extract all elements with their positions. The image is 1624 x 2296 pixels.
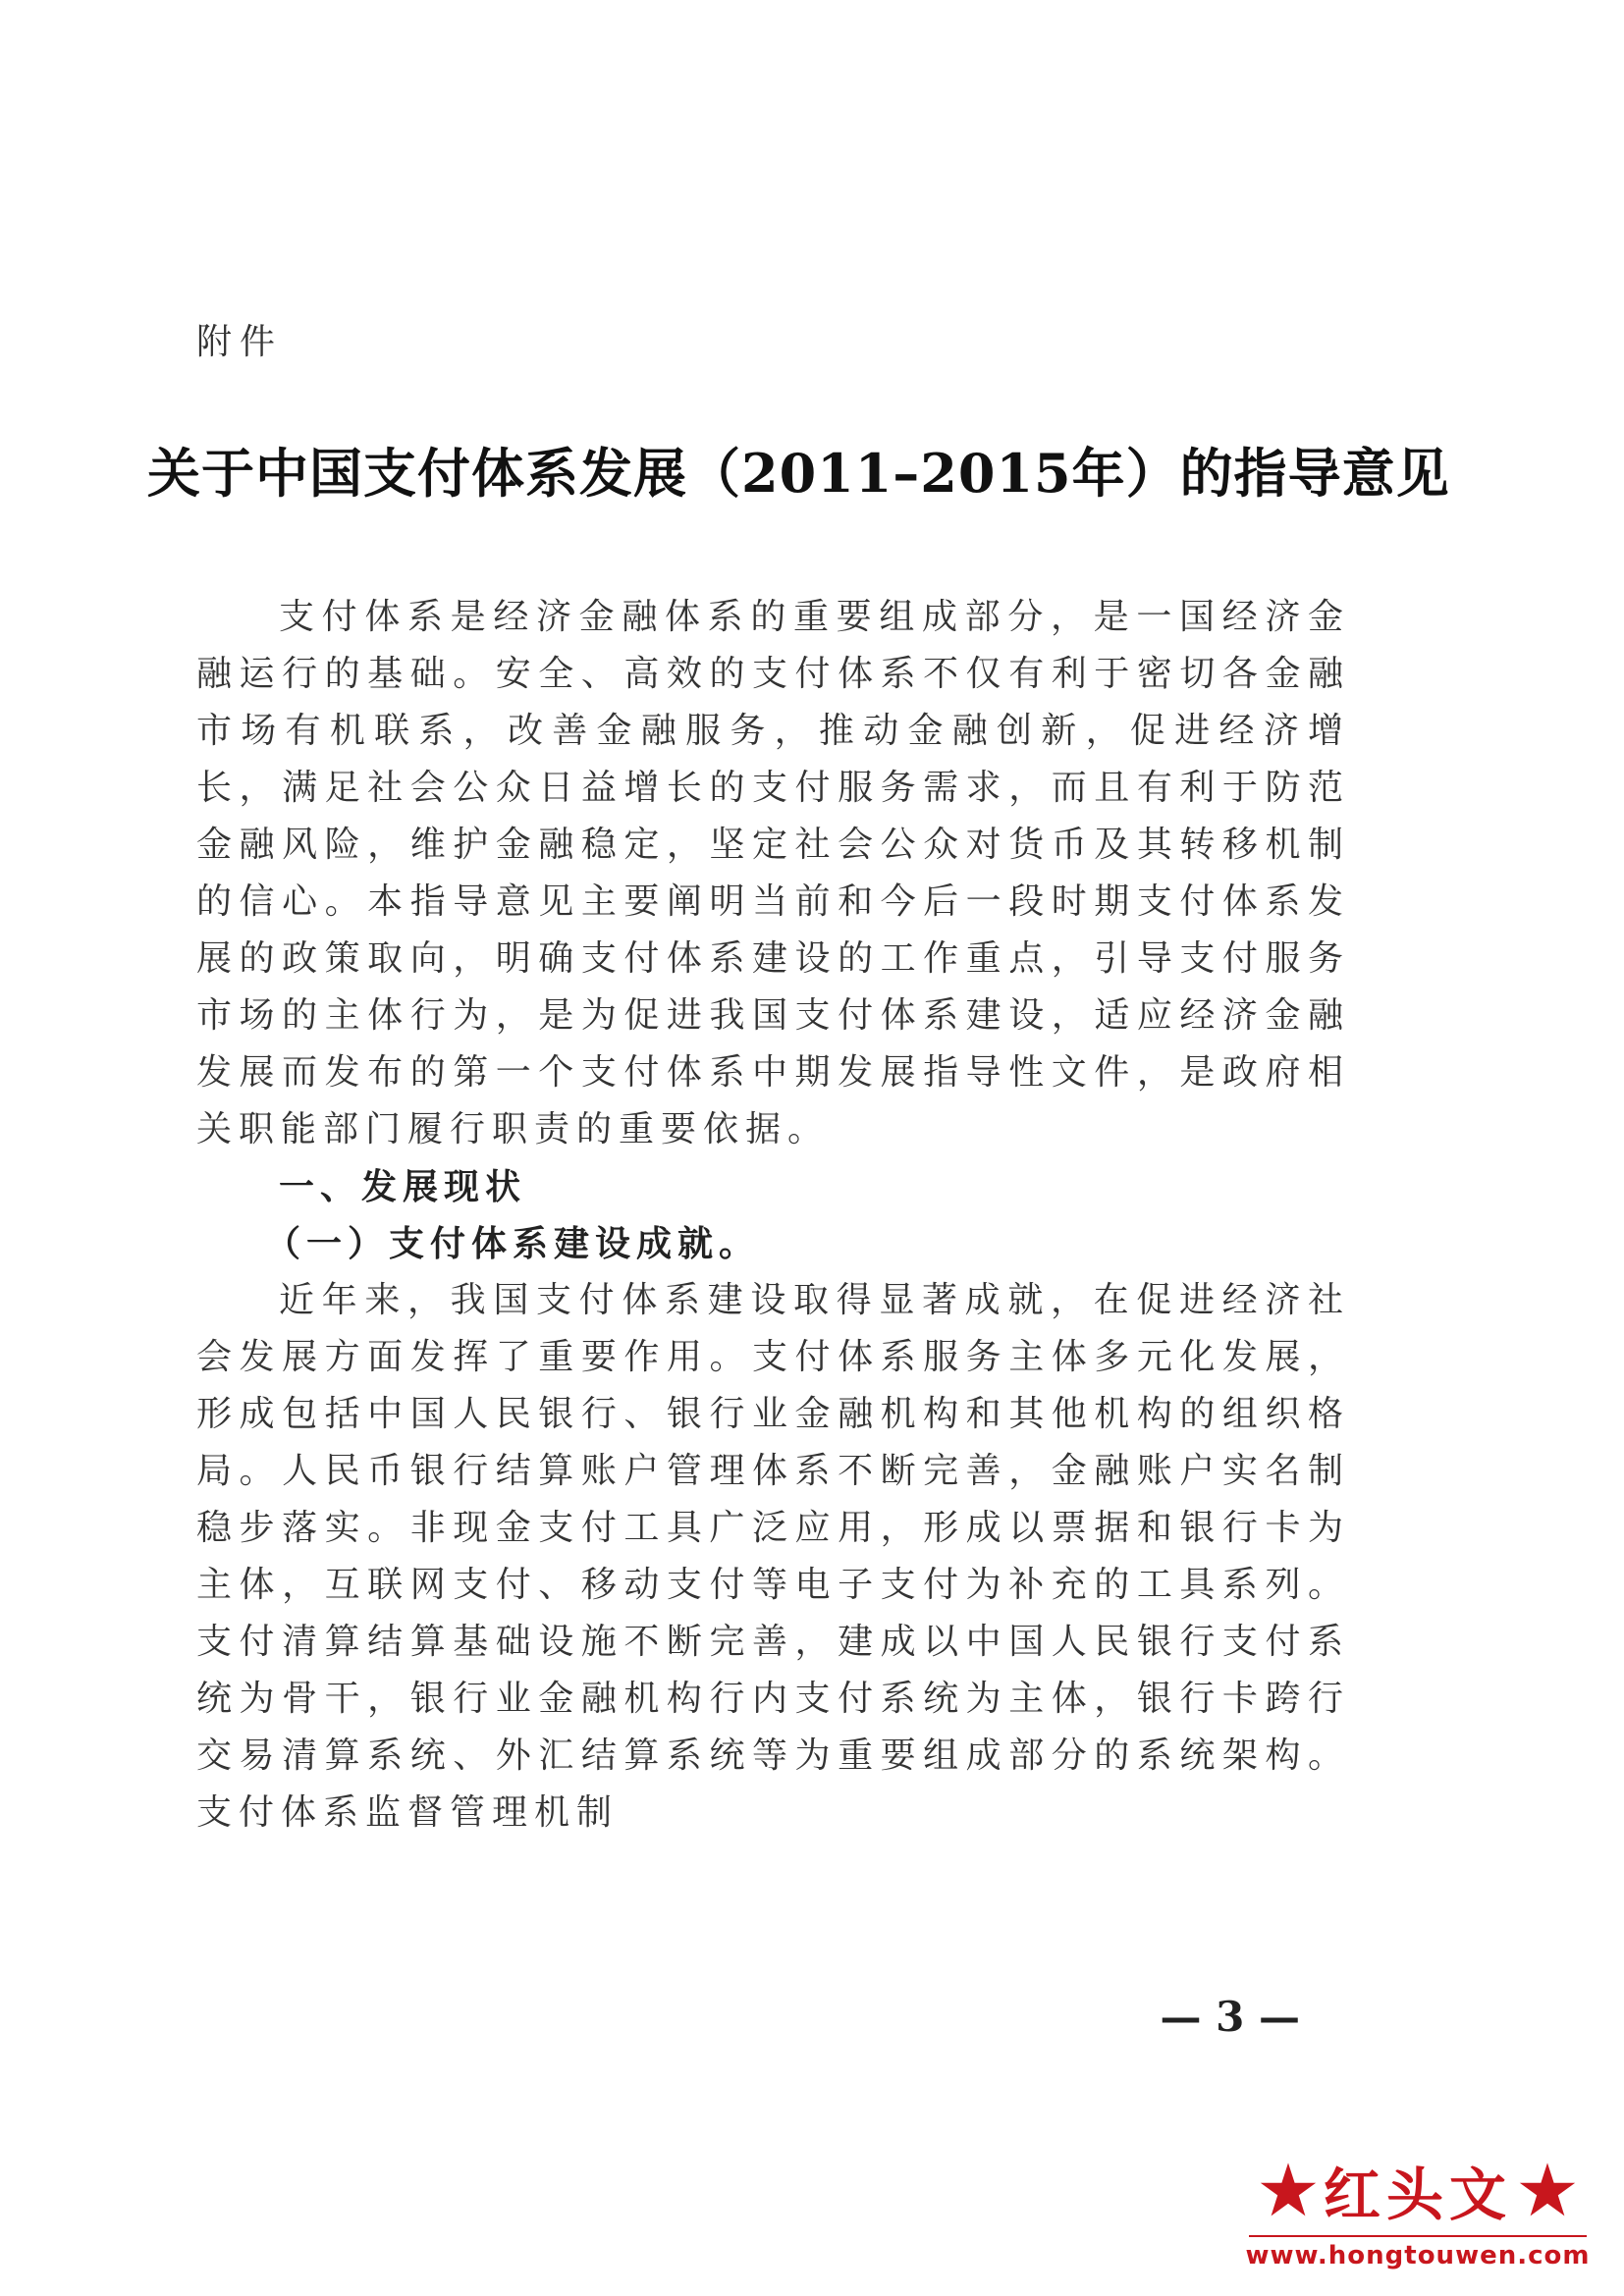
intro-paragraph: 支付体系是经济金融体系的重要组成部分，是一国经济金融运行的基础。安全、高效的支付体系不仅有利于密切各金融市场有机联系，改善金融服务，推动金融创新，促进经济增长，满足社会公众日益增长的支付服务需求，而且有利于防范金融风险，维护金融稳定，坚定社会公众对货币及其转移机制的信心。本指导意见主要阐明当前和今后一段时期支付体系发展的政策取向，明确支付体系建设的工作重点，引导支付服务市场的主体行为，是为促进我国支付体系建设，适应经济金融发展而发布的第一个支付体系中期发展指导性文件，是政府相关职能部门履行职责的重要依据。 [196, 597, 1350, 1149]
star-icon [1518, 2161, 1577, 2219]
attachment-label: 附件 [196, 322, 284, 362]
watermark-name: 红头文 [1323, 2162, 1512, 2228]
achievements-paragraph: 近年来，我国支付体系建设取得显著成就，在促进经济社会发展方面发挥了重要作用。支付体系服务主体多元化发展，形成包括中国人民银行、银行业金融机构和其他机构的组织格局。人民币银行结算账户管理体系不断完善，金融账户实名制稳步落实。非现金支付工具广泛应用，形成以票据和银行卡为主体，互联网支付、移动支付等电子支付为补充的工具系列。支付清算结算基础设施不断完善，建成以中国人民银行支付系统为骨干，银行业金融机构行内支付系统为主体，银行卡跨行交易清算系统、外汇结算系统等为重要组成部分的系统架构。支付体系监督管理机制 [196, 1280, 1350, 1833]
document-body [196, 589, 1350, 1842]
watermark-url: www.hongtouwen.com [1245, 2241, 1591, 2270]
document-title: 关于中国支付体系发展（2011–2015年）的指导意见 [147, 442, 1450, 505]
star-icon [1259, 2161, 1318, 2219]
watermark-divider [1249, 2235, 1587, 2237]
watermark-logo [1231, 2151, 1604, 2288]
subsection-heading: （一）支付体系建设成就。 [265, 1223, 761, 1264]
page-number: — 3 — [1160, 1993, 1300, 2041]
section-heading: 一、发展现状 [279, 1166, 527, 1207]
